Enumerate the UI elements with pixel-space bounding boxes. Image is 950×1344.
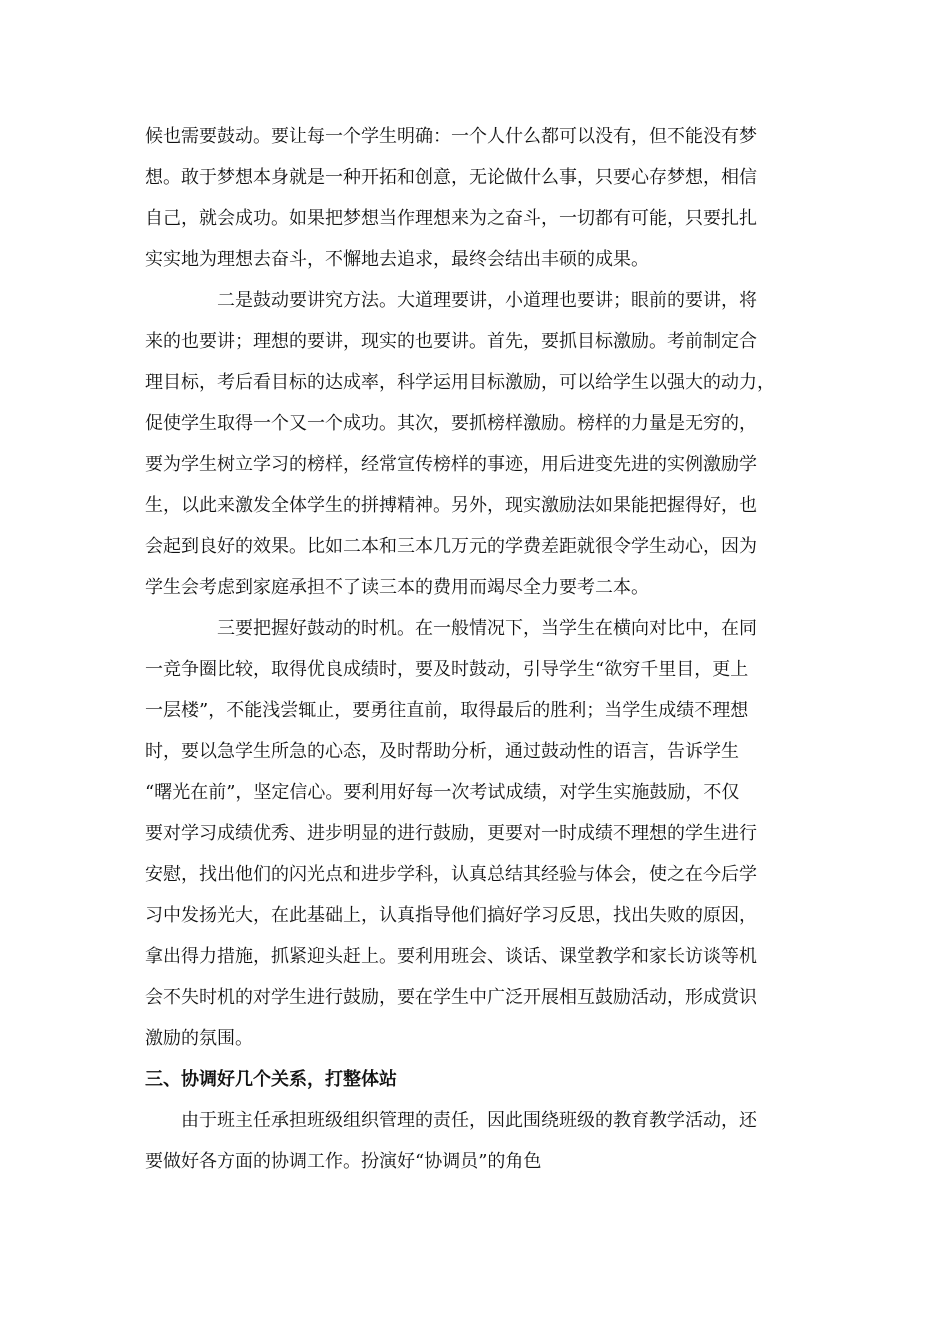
text-line: 来的也要讲；理想的要讲，现实的也要讲。首先，要抓目标激励。考前制定合 — [145, 331, 757, 352]
paragraph-start-line: 三要把握好鼓动的时机。在一般情况下，当学生在横向对比中，在同 — [217, 618, 757, 639]
text-line: 一层楼”，不能浅尝辄止，要勇往直前，取得最后的胜利；当学生成绩不理想 — [145, 700, 749, 721]
text-line: 要为学生树立学习的榜样，经常宣传榜样的事迹，用后进变先进的实例激励学 — [145, 454, 757, 475]
text-line: 会起到良好的效果。比如二本和三本几万元的学费差距就很令学生动心，因为 — [145, 536, 757, 557]
text-line: 习中发扬光大，在此基础上，认真指导他们搞好学习反思，找出失败的原因， — [145, 905, 757, 926]
paragraph-start-line: 由于班主任承担班级组织管理的责任，因此围绕班级的教育教学活动，还 — [181, 1110, 757, 1131]
text-line: 激励的氛围。 — [145, 1028, 253, 1049]
text-line: 促使学生取得一个又一个成功。其次，要抓榜样激励。榜样的力量是无穷的， — [145, 413, 757, 434]
text-line: “曙光在前”，坚定信心。要利用好每一次考试成绩，对学生实施鼓励，不仅 — [145, 782, 740, 803]
text-line: 拿出得力措施，抓紧迎头赶上。要利用班会、谈话、课堂教学和家长访谈等机 — [145, 946, 757, 967]
text-line: 理目标，考后看目标的达成率，科学运用目标激励，可以给学生以强大的动力， — [145, 372, 775, 393]
section-heading: 三、协调好几个关系，打整体站 — [145, 1069, 397, 1090]
text-line: 一竞争圈比较，取得优良成绩时，要及时鼓动，引导学生“欲穷千里目，更上 — [145, 659, 749, 680]
text-line: 自己，就会成功。如果把梦想当作理想来为之奋斗，一切都有可能，只要扎扎 — [145, 208, 757, 229]
text-line: 会不失时机的对学生进行鼓励，要在学生中广泛开展相互鼓励活动，形成赏识 — [145, 987, 757, 1008]
text-line: 学生会考虑到家庭承担不了读三本的费用而竭尽全力要考二本。 — [145, 577, 649, 598]
text-line: 实实地为理想去奋斗，不懈地去追求，最终会结出丰硕的成果。 — [145, 249, 649, 270]
paragraph-start-line: 二是鼓动要讲究方法。大道理要讲，小道理也要讲；眼前的要讲，将 — [217, 290, 757, 311]
text-line: 生，以此来激发全体学生的拼搏精神。另外，现实激励法如果能把握得好，也 — [145, 495, 757, 516]
text-line: 要对学习成绩优秀、进步明显的进行鼓励，更要对一时成绩不理想的学生进行 — [145, 823, 757, 844]
text-line: 要做好各方面的协调工作。扮演好“协调员”的角色 — [145, 1151, 542, 1172]
document-body — [145, 116, 805, 1182]
text-line: 想。敢于梦想本身就是一种开拓和创意，无论做什么事，只要心存梦想，相信 — [145, 167, 757, 188]
text-line: 候也需要鼓动。要让每一个学生明确：一个人什么都可以没有，但不能没有梦 — [145, 126, 757, 147]
text-line: 时，要以急学生所急的心态，及时帮助分析，通过鼓动性的语言，告诉学生 — [145, 741, 739, 762]
text-line: 安慰，找出他们的闪光点和进步学科，认真总结其经验与体会，使之在今后学 — [145, 864, 757, 885]
